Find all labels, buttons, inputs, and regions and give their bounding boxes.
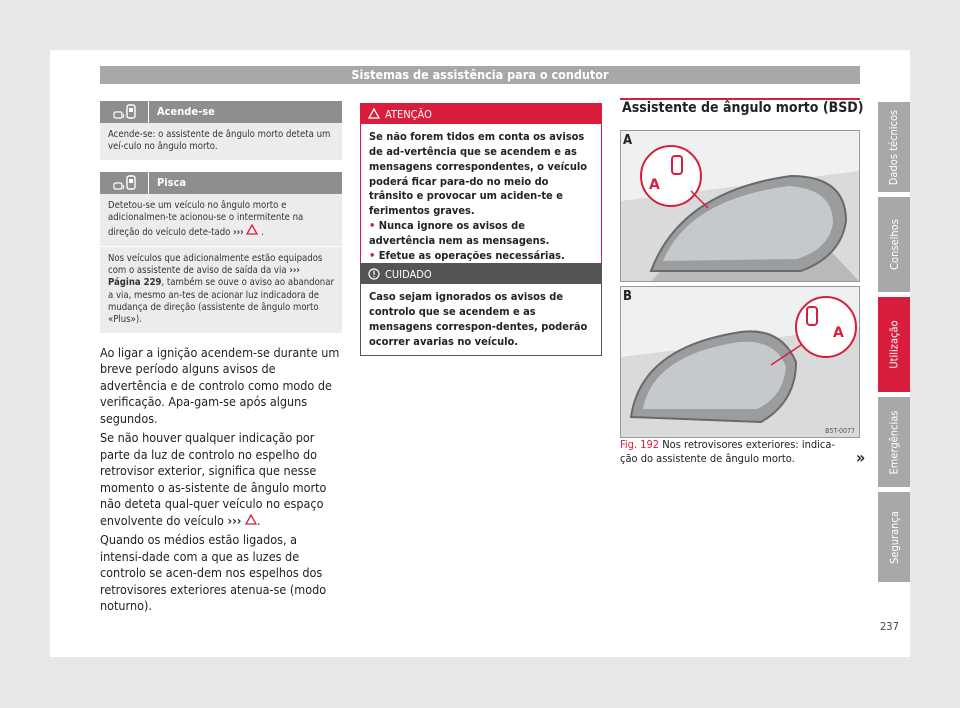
warning-title: ATENÇÃO <box>385 107 432 121</box>
left-column <box>100 101 342 615</box>
row2-note <box>100 247 342 333</box>
mirror-illustration-a <box>621 131 859 281</box>
continue-arrow-icon: » <box>856 448 866 467</box>
paragraph: Ao ligar a ignição acendem-se durante um breve período alguns avisos de advertência e de controlo como modo de verificação. Apa-gam-se após alguns segundos. <box>100 344 340 426</box>
bullet-text: Nunca ignore os avisos de advertência nem as mensagens. <box>369 219 550 247</box>
section-title: Assistente de ângulo morto (BSD) <box>622 100 864 116</box>
row2-text: Detetou-se um veículo no ângulo morto e adicionalmen-te acionou-se o intermitente na direção do veículo dete-tado <box>108 199 304 239</box>
caption-text: Nos retrovisores exteriores: indica-ção do assistente de ângulo morto. <box>620 438 835 466</box>
body-text <box>100 345 342 615</box>
svg-text:A: A <box>833 325 844 341</box>
figure-caption <box>620 438 840 467</box>
tab-dados-tecnicos[interactable] <box>878 102 910 192</box>
figure-label-b: B <box>623 289 632 304</box>
info-circle-icon <box>368 268 380 283</box>
table-row-header <box>100 101 342 123</box>
row2-note-text: Nos veículos que adicionalmente estão equipados com o assistente de aviso de saída da via <box>108 252 323 277</box>
mirror-illustration-b <box>621 287 859 437</box>
figure-image-b <box>620 286 860 438</box>
caution-box <box>360 263 602 356</box>
row2-cell: Detetou-se um veículo no ângulo morto e adicionalmen-te acionou-se o intermitente na direção do veículo dete-tado ››› . <box>100 194 342 246</box>
row1-label: Acende-se <box>157 104 215 118</box>
bullet-text: Efetue as operações necessárias. <box>378 248 565 262</box>
warning-text: Se não forem tidos em conta os avisos de ad-vertência que se acendem e as mensagens correspondentes, o veículo poderá ficar para-do no meio do trânsito e provocar um aciden-te e ferimentos graves. <box>369 130 588 218</box>
tab-seguranca[interactable] <box>878 492 910 582</box>
figure-label-a: A <box>623 133 633 148</box>
row2-link[interactable]: ››› <box>233 227 244 239</box>
warning-bullet: • Efetue as operações necessárias. <box>369 248 565 262</box>
blind-spot-icon <box>100 101 149 123</box>
tab-emergencias[interactable] <box>878 397 910 487</box>
warning-box <box>360 103 602 271</box>
page-link[interactable]: ››› Página 229 <box>108 265 300 289</box>
caution-body: Caso sejam ignorados os avisos de controlo que se acendem e as mensagens correspon-dentes, poderão ocorrer avarias no veículo. <box>369 290 588 348</box>
row2-label: Pisca <box>157 175 187 189</box>
row1-text: Acende-se: o assistente de ângulo morto deteta um veí-culo no ângulo morto. <box>100 123 342 160</box>
tab-label: Conselhos <box>887 219 901 270</box>
figure-image-a <box>620 130 860 282</box>
warning-bullet: • Nunca ignore os avisos de advertência nem as mensagens. <box>369 219 550 247</box>
warning-header <box>361 104 601 124</box>
paragraph-text: Se não houver qualquer indicação por parte da luz de controlo no espelho do retrovisor exterior, significa que nesse momento o as-sistente de ângulo morto não deteta qual-quer veículo no espaço envolvente do veículo <box>100 430 327 528</box>
tab-label: Segurança <box>887 510 901 564</box>
row2-note-text2: , também se ouve o aviso ao abandonar a via, mesmo an-tes de acionar luz indicadora de mudança de direção (assistente de ângulo morto «Plus»). <box>108 277 334 326</box>
page-header: Sistemas de assistência para o condutor <box>100 66 860 84</box>
figure-number: Fig. 192 <box>620 438 660 451</box>
caution-title: CUIDADO <box>385 267 432 281</box>
blind-spot-flash-icon <box>100 172 149 194</box>
tab-label: Emergências <box>887 410 901 474</box>
warning-triangle-icon <box>246 227 261 238</box>
tab-label: Dados técnicos <box>887 109 901 185</box>
warning-triangle-icon <box>368 108 380 122</box>
paragraph: Quando os médios estão ligados, a intensi-dade com a que as luzes de controlo se acen-dem nos espelhos dos retrovisores exteriores atenua-se (modo noturno). <box>100 532 327 614</box>
svg-text:A: A <box>649 177 660 193</box>
warning-body <box>361 124 601 270</box>
body-link[interactable]: ››› <box>227 512 242 528</box>
page-number: 237 <box>880 620 899 633</box>
tab-conselhos[interactable] <box>878 197 910 292</box>
caution-header <box>361 264 601 284</box>
paragraph: Se não houver qualquer indicação por parte da luz de controlo no espelho do retrovisor exterior, significa que nesse momento o as-sistente de ângulo morto não deteta qual-quer veículo no espaço envolvente do veículo ››› . <box>100 430 327 528</box>
tab-label: Utilização <box>887 320 901 369</box>
tab-utilizacao[interactable] <box>878 297 910 392</box>
table-row-header <box>100 172 342 194</box>
warning-triangle-icon <box>245 513 257 528</box>
figure-code: B5T-0077 <box>825 427 855 435</box>
